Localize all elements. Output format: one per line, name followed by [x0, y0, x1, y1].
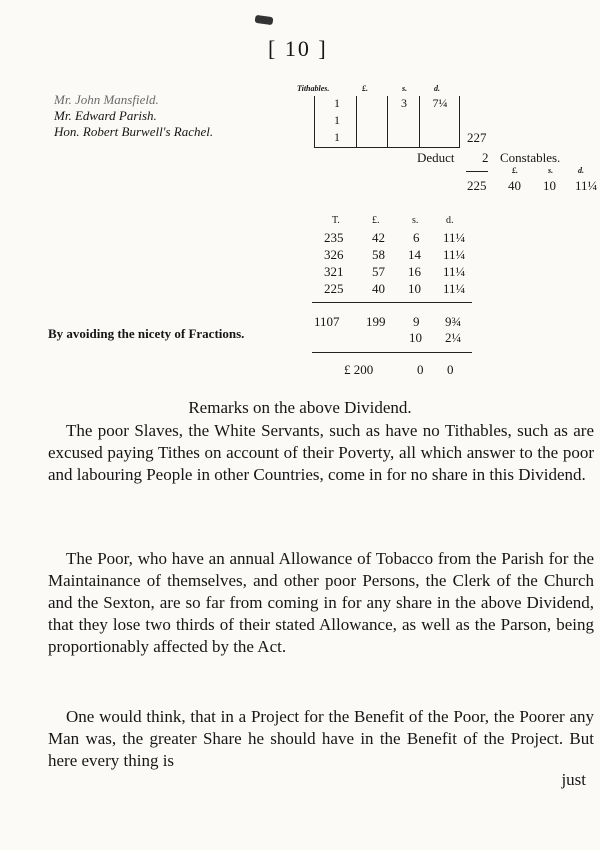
- summary-row-d: 11¼: [443, 230, 466, 245]
- summary-row-l: 40: [372, 281, 385, 296]
- tithable-cell: 1: [334, 130, 340, 144]
- summary-row-d: 11¼: [443, 264, 466, 279]
- header-shillings: s.: [402, 84, 408, 93]
- grand-total-shillings: 0: [417, 362, 424, 377]
- fraction-adjust-d: 2¼: [445, 330, 462, 345]
- table-rule: [387, 96, 388, 148]
- summary-row-d: 11¼: [443, 281, 466, 296]
- currency-header-pounds: £.: [512, 166, 518, 175]
- paragraph-text: One would think, that in a Project for the Benefit of the Poor, the Poorer any Man was, the greater Share he should have in the Benefit of the Project. But here every thing is: [48, 707, 594, 770]
- remarks-heading: Remarks on the above Dividend.: [188, 398, 412, 417]
- summary-header-pounds: £.: [372, 215, 380, 226]
- tithe-names-list: [54, 92, 213, 140]
- summary-row-t: 235: [324, 230, 344, 245]
- catchword: just: [561, 770, 586, 789]
- deduct-label: Deduct: [417, 150, 455, 165]
- subtotal-rule: [466, 171, 488, 172]
- summary-row-l: 58: [372, 247, 385, 262]
- header-pounds: £.: [362, 84, 368, 93]
- table-rule: [314, 147, 460, 148]
- subtotal-tithables: 225: [467, 178, 487, 193]
- summary-row-t: 326: [324, 247, 344, 262]
- summary-row-s: 10: [408, 281, 421, 296]
- grand-total-pounds: £ 200: [344, 362, 374, 377]
- pence-cell: 7¼: [432, 96, 448, 110]
- summary-header-shillings: s.: [412, 215, 419, 226]
- summary-row-s: 16: [408, 264, 421, 279]
- table-rule: [459, 96, 460, 148]
- grand-total-pence: 0: [447, 362, 454, 377]
- header-pence: d.: [434, 84, 440, 93]
- page-number: [ 10 ]: [268, 36, 328, 61]
- name-line: Mr. John Mansfield.: [54, 92, 159, 107]
- summary-row-t: 225: [324, 281, 344, 296]
- summary-row-l: 57: [372, 264, 385, 279]
- summary-total-s: 9: [413, 314, 420, 329]
- fraction-label: By avoiding the nicety of Fractions.: [48, 326, 245, 341]
- table-rule: [314, 96, 315, 148]
- table-rule: [419, 96, 420, 148]
- paragraph: [48, 706, 594, 772]
- currency-header-pence: d.: [578, 166, 584, 175]
- header-tithables: Tithables.: [297, 84, 330, 93]
- subtotal-shillings: 10: [543, 178, 556, 193]
- summary-header-pence: d.: [446, 215, 454, 226]
- summary-row-d: 11¼: [443, 247, 466, 262]
- paragraph: [48, 420, 594, 486]
- paragraph-text: The poor Slaves, the White Servants, such as have no Tithables, such as are excused paying Tithes on account of their Poverty, all which answer to the poor and labouring People in other Countries, come in for no share in this Dividend.: [48, 421, 594, 484]
- paragraph: [48, 548, 594, 658]
- subtotal-pounds: 40: [508, 178, 521, 193]
- summary-row-t: 321: [324, 264, 344, 279]
- deduct-label-constables: Constables.: [500, 150, 561, 165]
- summary-total-d: 9¾: [445, 314, 462, 329]
- summary-row-s: 14: [408, 247, 421, 262]
- summary-header-t: T.: [332, 215, 340, 226]
- name-line: Hon. Robert Burwell's Rachel.: [54, 124, 214, 139]
- fraction-adjust-s: 10: [409, 330, 422, 345]
- tithable-cell: 1: [334, 96, 340, 110]
- currency-header-shillings: s.: [548, 166, 554, 175]
- summary-row-s: 6: [413, 230, 420, 245]
- summary-rule: [312, 302, 472, 303]
- tithable-cell: 1: [334, 113, 340, 127]
- grand-total-rule: [312, 352, 472, 353]
- summary-total-t: 1107: [314, 314, 340, 329]
- name-line: Mr. Edward Parish.: [54, 108, 157, 123]
- summary-row-l: 42: [372, 230, 385, 245]
- paragraph-text: The Poor, who have an annual Allowance of Tobacco from the Parish for the Maintainance of themselves, and other poor Persons, the Clerk of the Church and the Sexton, are so far from coming in for any share in the above Dividend, that they lose two thirds of their stated Allowance, as well as the Parson, being proportionably affected by the Act.: [48, 549, 594, 656]
- ink-smudge: [255, 15, 274, 25]
- subtotal-pence: 11¼: [575, 178, 598, 193]
- tithe-total: 227: [467, 130, 487, 145]
- deduct-value: 2: [482, 150, 489, 165]
- shillings-cell: 3: [401, 96, 407, 110]
- summary-total-l: 199: [366, 314, 386, 329]
- table-rule: [356, 96, 357, 148]
